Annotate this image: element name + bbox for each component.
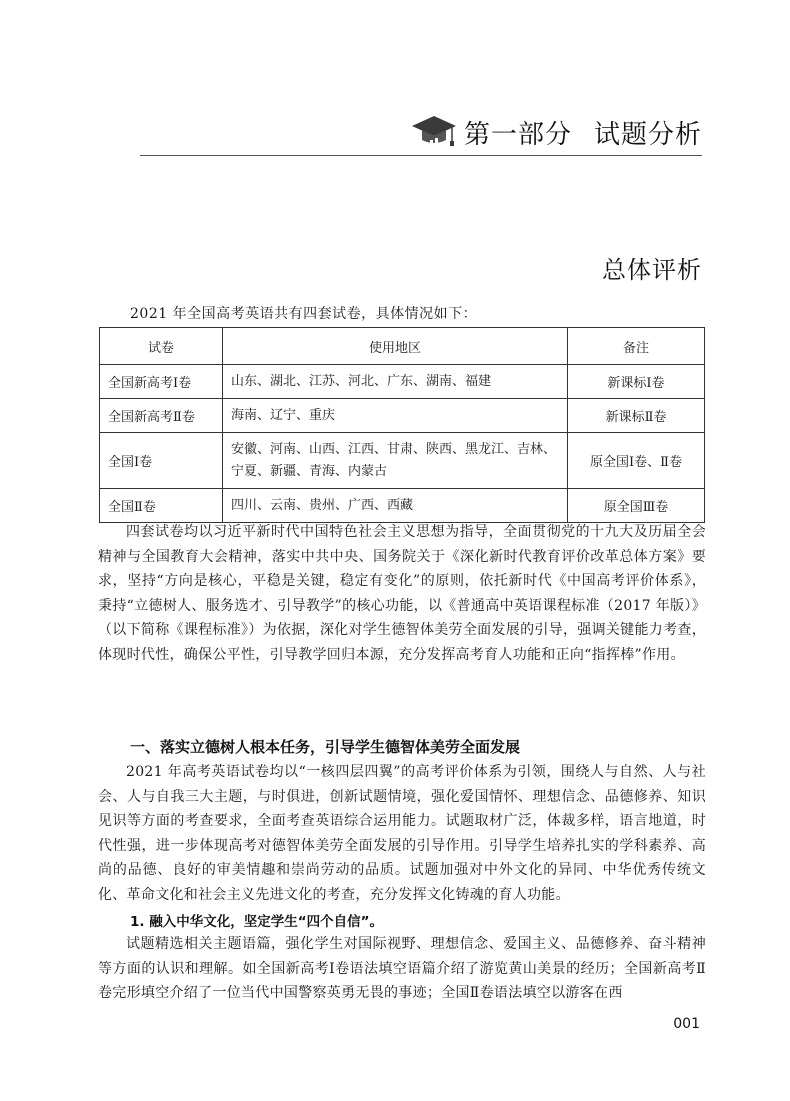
part-header (140, 108, 702, 156)
graduation-cap-icon (410, 112, 458, 152)
body-paragraph: 试题精选相关主题语篇，强化学生对国际视野、理想信念、爱国主义、品德修养、奋斗精神等方面的认识和理解。如全国新高考Ⅰ卷语法填空语篇介绍了游览黄山美景的经历；全国新高考Ⅱ卷完形填空介绍了一位当代中国警察英勇无畏的事迹；全国Ⅱ卷语法填空以游客在西 (98, 936, 706, 1001)
table-header-row (100, 328, 705, 365)
page-number: 001 (673, 1016, 700, 1032)
cell-paper: 全国新高考Ⅰ卷 (100, 365, 223, 399)
cell-note: 新课标Ⅰ卷 (568, 365, 705, 399)
part-label: 第一部分 (463, 119, 572, 150)
exam-paper-table (99, 327, 705, 523)
cell-regions: 四川、云南、贵州、广西、西藏 (223, 489, 568, 523)
sub-heading: 1. 融入中华文化，坚定学生“四个自信”。 (130, 914, 383, 930)
part-title-group (410, 112, 702, 152)
table-row (100, 399, 705, 433)
cell-regions: 安徽、河南、山西、江西、甘肃、陕西、黑龙江、吉林、宁夏、新疆、青海、内蒙古 (223, 433, 568, 489)
section-heading: 一、落实立德树人根本任务，引导学生德智体美劳全面发展 (130, 738, 521, 756)
cell-note: 新课标Ⅱ卷 (568, 399, 705, 433)
part-name: 试题分析 (593, 119, 702, 150)
section-title: 总体评析 (602, 256, 702, 284)
cell-paper: 全国新高考Ⅱ卷 (100, 399, 223, 433)
cell-paper: 全国Ⅰ卷 (100, 433, 223, 489)
table-row (100, 433, 705, 489)
column-header-regions: 使用地区 (223, 328, 568, 365)
cell-note: 原全国Ⅲ卷 (568, 489, 705, 523)
part-title (464, 114, 702, 151)
column-header-note: 备注 (568, 328, 705, 365)
cell-regions: 海南、辽宁、重庆 (223, 399, 568, 433)
cell-note: 原全国Ⅰ卷、Ⅱ卷 (568, 433, 705, 489)
column-header-paper: 试卷 (100, 328, 223, 365)
table-row (100, 365, 705, 399)
header-rule (140, 155, 702, 156)
table-row (100, 489, 705, 523)
body-paragraph: 2021 年高考英语试卷均以“一核四层四翼”的高考评价体系为引领，围绕人与自然、人与社会、人与自我三大主题，与时俱进，创新试题情境，强化爱国情怀、理想信念、品德修养、知识见识等方面的考查要求，全面考查英语综合运用能力。试题取材广泛，体裁多样，语言地道，时代性强，进一步体现高考对德智体美劳全面发展的引导作用。引导学生培养扎实的学科素养、高尚的品德、良好的审美情趣和崇尚劳动的品质。试题加强对中外文化的异同、中华优秀传统文化、革命文化和社会主义先进文化的考查，充分发挥文化铸魂的育人功能。 (98, 764, 706, 903)
body-paragraph: 四套试卷均以习近平新时代中国特色社会主义思想为指导，全面贯彻党的十九大及历届全会精神与全国教育大会精神，落实中共中央、国务院关于《深化新时代教育评价改革总体方案》要求，坚持“方向是核心，平稳是关键，稳定有变化”的原则，依托新时代《中国高考评价体系》，秉持“立德树人、服务选才、引导教学”的核心功能，以《普通高中英语课程标准（2017 年版）》（以下简称《课程标准》）为依据，深化对学生德智体美劳全面发展的引导，强调关键能力考查，体现时代性，确保公平性，引导教学回归本源，充分发挥高考育人功能和正向“指挥棒”作用。 (98, 524, 706, 663)
cell-paper: 全国Ⅱ卷 (100, 489, 223, 523)
intro-text: 2021 年全国高考英语共有四套试卷，具体情况如下： (130, 306, 478, 322)
cell-regions: 山东、湖北、江苏、河北、广东、湖南、福建 (223, 365, 568, 399)
